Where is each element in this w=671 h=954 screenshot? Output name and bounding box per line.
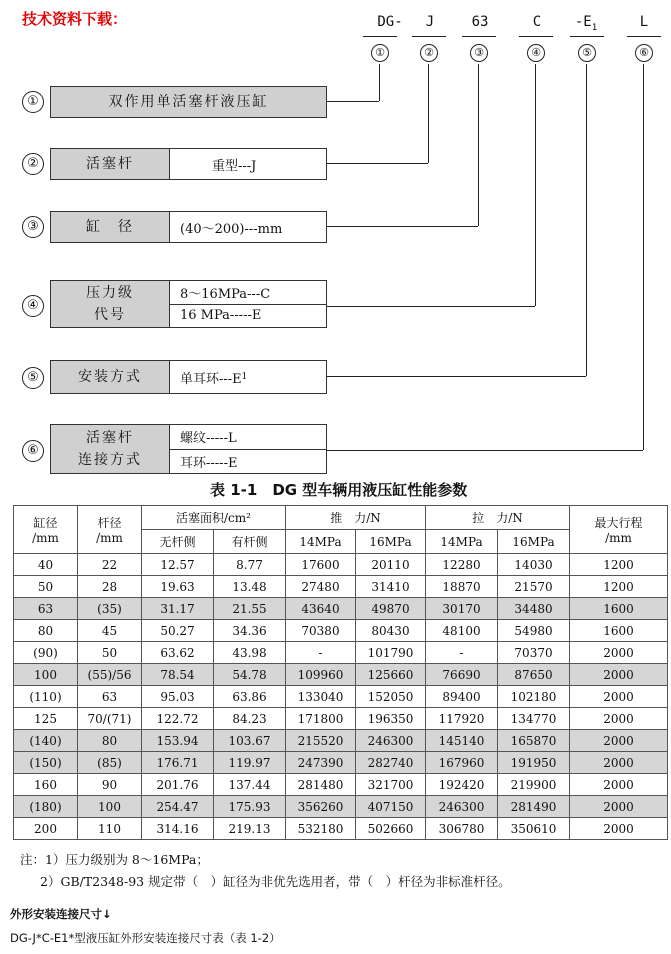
code-num-4: ④ xyxy=(527,44,545,62)
table-cell: 84.23 xyxy=(214,708,286,730)
table-cell: 100 xyxy=(78,796,142,818)
table-cell: 247390 xyxy=(286,752,356,774)
table-cell: 2000 xyxy=(570,708,668,730)
table-cell: 14030 xyxy=(498,554,570,576)
table-cell: (90) xyxy=(14,642,78,664)
code-underline xyxy=(363,36,397,37)
header-push: 推 力/N xyxy=(286,506,426,530)
table-cell: 34480 xyxy=(498,598,570,620)
table-cell: 282740 xyxy=(356,752,426,774)
table-cell: 137.44 xyxy=(214,774,286,796)
table-cell: 19.63 xyxy=(142,576,214,598)
table-cell: - xyxy=(426,642,498,664)
table-cell: 200 xyxy=(14,818,78,840)
table-cell: 125660 xyxy=(356,664,426,686)
table-cell: 21.55 xyxy=(214,598,286,620)
table-row xyxy=(14,554,668,576)
connector-line xyxy=(535,64,536,306)
table-cell: 63 xyxy=(14,598,78,620)
table-caption: 表 1-1 DG 型车辆用液压缸性能参数 xyxy=(210,481,468,499)
table-row xyxy=(14,796,668,818)
table-row xyxy=(14,664,668,686)
table-cell: 8.77 xyxy=(214,554,286,576)
table-cell: 125 xyxy=(14,708,78,730)
row-value: (40～200)---mm xyxy=(180,221,283,237)
row-label: 连接方式 xyxy=(78,452,142,468)
connector-line xyxy=(325,101,379,102)
header-area: 活塞面积/cm² xyxy=(142,506,286,530)
table-cell: 70370 xyxy=(498,642,570,664)
performance-table xyxy=(13,505,668,840)
table-cell: 50 xyxy=(14,576,78,598)
table-cell: 63 xyxy=(78,686,142,708)
table-cell: 87650 xyxy=(498,664,570,686)
header-rod: 杆径 /mm xyxy=(78,506,142,554)
table-cell: 502660 xyxy=(356,818,426,840)
connector-line xyxy=(325,450,643,451)
table-cell: 191950 xyxy=(498,752,570,774)
table-cell: 2000 xyxy=(570,752,668,774)
code-num-2: ② xyxy=(420,44,438,62)
table-cell: (150) xyxy=(14,752,78,774)
row-num-2: ② xyxy=(22,153,44,175)
table-cell: 70380 xyxy=(286,620,356,642)
note-1: 注：1）压力级别为 8～16MPa； xyxy=(20,852,209,867)
header-area-no-rod: 无杆侧 xyxy=(142,530,214,554)
row-value: 单耳环---E 1 xyxy=(180,371,248,387)
row-box-rod xyxy=(50,148,327,180)
table-cell: 50 xyxy=(78,642,142,664)
table-cell: 192420 xyxy=(426,774,498,796)
table-cell: 103.67 xyxy=(214,730,286,752)
table-row xyxy=(14,576,668,598)
note-2: 2）GB/T2348-93 规定带（ ）缸径为非优先选用者，带（ ）杆径为非标准杆径。 xyxy=(40,874,511,889)
table-cell: 50.27 xyxy=(142,620,214,642)
download-title[interactable]: 技术资料下载： xyxy=(22,10,128,28)
table-row xyxy=(14,730,668,752)
table-cell: 27480 xyxy=(286,576,356,598)
table-cell: 246300 xyxy=(426,796,498,818)
table-cell: 70/(71) xyxy=(78,708,142,730)
row-value: 螺纹-----L xyxy=(180,431,237,447)
table-cell: 254.47 xyxy=(142,796,214,818)
table-cell: 2000 xyxy=(570,664,668,686)
table-cell: 133040 xyxy=(286,686,356,708)
table-cell: 201.76 xyxy=(142,774,214,796)
table-cell: 89400 xyxy=(426,686,498,708)
table-cell: 119.97 xyxy=(214,752,286,774)
table-cell: 356260 xyxy=(286,796,356,818)
code-part-2: J xyxy=(425,14,435,30)
table-cell: 134770 xyxy=(498,708,570,730)
code-underline xyxy=(519,36,553,37)
row-num-5: ⑤ xyxy=(22,367,44,389)
code-num-3: ③ xyxy=(470,44,488,62)
table-cell: (180) xyxy=(14,796,78,818)
table-row xyxy=(14,818,668,840)
table-cell: 306780 xyxy=(426,818,498,840)
section-subheading: DG-J*C-E1*型液压缸外形安装连接尺寸表（表 1-2） xyxy=(10,931,281,945)
table-cell: 12.57 xyxy=(142,554,214,576)
code-part-6: L xyxy=(639,14,649,30)
table-cell: 2000 xyxy=(570,730,668,752)
code-underline xyxy=(412,36,446,37)
table-cell: 246300 xyxy=(356,730,426,752)
code-part-5: $-E_1$ xyxy=(574,14,598,33)
header-area-rod: 有杆侧 xyxy=(214,530,286,554)
table-cell: 80 xyxy=(14,620,78,642)
table-cell: 175.93 xyxy=(214,796,286,818)
connector-line xyxy=(586,64,587,376)
table-cell: 78.54 xyxy=(142,664,214,686)
table-cell: 63.86 xyxy=(214,686,286,708)
header-pull-16: 16MPa xyxy=(498,530,570,554)
connector-line xyxy=(428,64,429,163)
table-cell: 76690 xyxy=(426,664,498,686)
row-value: 16 MPa-----E xyxy=(170,304,326,328)
header-bore: 缸径 /mm xyxy=(14,506,78,554)
table-row xyxy=(14,642,668,664)
row-num-4: ④ xyxy=(22,295,44,317)
row-box-rod-connection xyxy=(50,424,327,474)
row-label: 双作用单活塞杆液压缸 xyxy=(51,87,326,117)
table-cell: 109960 xyxy=(286,664,356,686)
row-num-1: ① xyxy=(22,91,44,113)
code-part-4: C xyxy=(532,14,542,30)
table-cell: 1600 xyxy=(570,598,668,620)
table-cell: 45 xyxy=(78,620,142,642)
table-cell: 80 xyxy=(78,730,142,752)
table-cell: 1200 xyxy=(570,554,668,576)
table-cell: (35) xyxy=(78,598,142,620)
row-value: 8～16MPa---C xyxy=(180,286,271,302)
table-cell: 102180 xyxy=(498,686,570,708)
code-underline xyxy=(570,36,604,37)
table-cell: 215520 xyxy=(286,730,356,752)
table-cell: 153.94 xyxy=(142,730,214,752)
table-cell: 314.16 xyxy=(142,818,214,840)
table-cell: 43.98 xyxy=(214,642,286,664)
row-num-3: ③ xyxy=(22,216,44,238)
table-cell: - xyxy=(286,642,356,664)
table-cell: 40 xyxy=(14,554,78,576)
code-num-6: ⑥ xyxy=(635,44,653,62)
table-cell: 2000 xyxy=(570,642,668,664)
table-row xyxy=(14,774,668,796)
row-label: 安装方式 xyxy=(51,361,170,393)
table-cell: 54980 xyxy=(498,620,570,642)
row-label: 压力级 xyxy=(86,285,134,301)
code-part-1: DG- xyxy=(377,14,403,30)
table-cell: 21570 xyxy=(498,576,570,598)
table-cell: (140) xyxy=(14,730,78,752)
table-cell: 145140 xyxy=(426,730,498,752)
table-cell: 117920 xyxy=(426,708,498,730)
table-cell: 63.62 xyxy=(142,642,214,664)
header-push-16: 16MPa xyxy=(356,530,426,554)
table-cell: 30170 xyxy=(426,598,498,620)
table-cell: 2000 xyxy=(570,818,668,840)
table-cell: 165870 xyxy=(498,730,570,752)
table-cell: 2000 xyxy=(570,796,668,818)
row-box-type xyxy=(50,86,327,118)
table-row xyxy=(14,708,668,730)
table-cell: 49870 xyxy=(356,598,426,620)
connector-line xyxy=(325,376,586,377)
row-value: 重型---J xyxy=(212,158,257,174)
table-cell: 31.17 xyxy=(142,598,214,620)
header-pull: 拉 力/N xyxy=(426,506,570,530)
table-cell: 34.36 xyxy=(214,620,286,642)
code-num-5: ⑤ xyxy=(578,44,596,62)
table-cell: 407150 xyxy=(356,796,426,818)
table-cell: 95.03 xyxy=(142,686,214,708)
table-cell: 31410 xyxy=(356,576,426,598)
row-label: 活塞杆 xyxy=(86,430,134,446)
table-row xyxy=(14,598,668,620)
table-cell: 167960 xyxy=(426,752,498,774)
table-cell: 350610 xyxy=(498,818,570,840)
table-row xyxy=(14,620,668,642)
table-cell: (110) xyxy=(14,686,78,708)
code-part-3: 63 xyxy=(471,14,489,30)
row-box-mounting xyxy=(50,360,327,394)
table-cell: (55)/56 xyxy=(78,664,142,686)
connector-line xyxy=(643,64,644,450)
table-cell: 2000 xyxy=(570,774,668,796)
table-cell: 1600 xyxy=(570,620,668,642)
row-box-bore xyxy=(50,211,327,243)
header-push-14: 14MPa xyxy=(286,530,356,554)
header-pull-14: 14MPa xyxy=(426,530,498,554)
table-cell: 28 xyxy=(78,576,142,598)
table-cell: 219900 xyxy=(498,774,570,796)
table-row xyxy=(14,686,668,708)
table-cell: 152050 xyxy=(356,686,426,708)
code-num-1: ① xyxy=(371,44,389,62)
table-cell: 321700 xyxy=(356,774,426,796)
table-cell: 196350 xyxy=(356,708,426,730)
table-cell: 100 xyxy=(14,664,78,686)
code-underline xyxy=(627,36,661,37)
table-cell: 80430 xyxy=(356,620,426,642)
row-label: 活塞杆 xyxy=(51,149,170,179)
connector-line xyxy=(379,64,380,101)
table-cell: 110 xyxy=(78,818,142,840)
connector-line xyxy=(325,226,478,227)
section-heading: 外形安装连接尺寸↓ xyxy=(10,907,112,921)
table-row xyxy=(14,752,668,774)
row-box-pressure xyxy=(50,280,327,328)
table-cell: 2000 xyxy=(570,686,668,708)
table-cell: 160 xyxy=(14,774,78,796)
header-stroke: 最大行程 /mm xyxy=(570,506,668,554)
table-cell: 1200 xyxy=(570,576,668,598)
table-cell: 43640 xyxy=(286,598,356,620)
connector-line xyxy=(325,163,428,164)
table-cell: 122.72 xyxy=(142,708,214,730)
table-cell: 281480 xyxy=(286,774,356,796)
table-cell: 532180 xyxy=(286,818,356,840)
row-value: 耳环-----E xyxy=(170,449,326,474)
table-cell: 13.48 xyxy=(214,576,286,598)
row-label: 代号 xyxy=(94,307,126,323)
connector-line xyxy=(478,64,479,226)
table-cell: 22 xyxy=(78,554,142,576)
row-label: 缸 径 xyxy=(51,212,170,242)
table-cell: 17600 xyxy=(286,554,356,576)
table-cell: 18870 xyxy=(426,576,498,598)
table-cell: 20110 xyxy=(356,554,426,576)
table-cell: 90 xyxy=(78,774,142,796)
table-cell: 219.13 xyxy=(214,818,286,840)
table-cell: 12280 xyxy=(426,554,498,576)
connector-line xyxy=(325,306,535,307)
row-num-6: ⑥ xyxy=(22,440,44,462)
code-underline xyxy=(462,36,496,37)
table-cell: (85) xyxy=(78,752,142,774)
table-cell: 101790 xyxy=(356,642,426,664)
table-cell: 176.71 xyxy=(142,752,214,774)
table-cell: 54.78 xyxy=(214,664,286,686)
table-cell: 171800 xyxy=(286,708,356,730)
table-cell: 281490 xyxy=(498,796,570,818)
table-cell: 48100 xyxy=(426,620,498,642)
